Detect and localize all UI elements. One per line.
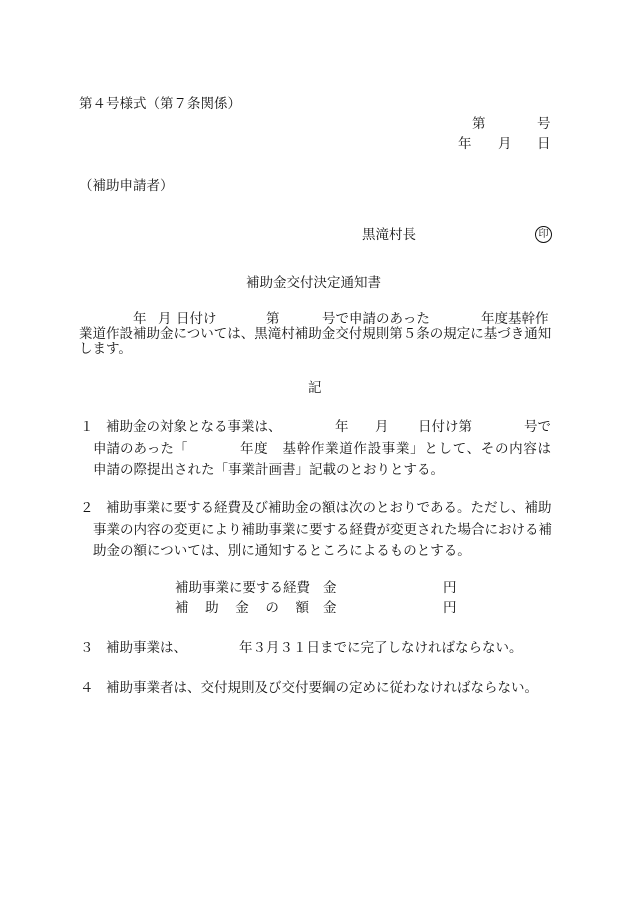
form-number: 第４号様式（第７条関係） [79, 96, 241, 112]
intro-line-2: 業道作設補助金については、黒滝村補助金交付規則第５条の規定に基づき通知 [79, 326, 552, 342]
item-2-line-1: 補助事業に要する経費及び補助金の額は次のとおりである。ただし、補助 [106, 500, 552, 516]
intro-dai-label: 第 [266, 311, 280, 327]
item-3-number: ３ [80, 640, 94, 656]
subsidy-kin-label: 金 [323, 600, 337, 616]
addressee: （補助申請者） [79, 178, 174, 194]
item-1-year-label: 年 [335, 419, 349, 435]
item-2-number: ２ [80, 500, 94, 516]
seal-mark: 印 [535, 226, 552, 243]
subsidy-yen-label: 円 [443, 600, 457, 616]
expense-kin-label: 金 [323, 580, 337, 596]
item-1-line-2-head: 申請のあった「 [93, 441, 188, 457]
subsidy-label: 補助金の額 [175, 600, 309, 616]
intro-go-text: 号で申請のあった [322, 311, 430, 327]
document-title: 補助金交付決定通知書 [246, 275, 381, 291]
item-1-go-label: 号で [524, 419, 551, 435]
doc-number-go: 号 [537, 116, 551, 132]
item-3-tail: 年３月３１日までに完了しなければならない。 [239, 640, 523, 656]
expense-label: 補助事業に要する経費 [175, 580, 310, 596]
item-1-line-3: 申請の際提出された「事業計画書」記載のとおりとする。 [93, 462, 444, 478]
item-1-number: １ [80, 419, 94, 435]
doc-number-dai: 第 [472, 116, 486, 132]
item-1-line-2-tail: 年度 基幹作業道作設事業」として、その内容は [240, 441, 551, 457]
item-1-month-label: 月 [375, 419, 389, 435]
date-day-label: 日 [537, 136, 551, 152]
item-1-line-1-head: 補助金の対象となる事業は、 [106, 419, 282, 435]
date-year-label: 年 [458, 136, 472, 152]
issuer-name: 黒滝村長 [362, 227, 416, 243]
date-month-label: 月 [498, 136, 512, 152]
ki-heading: 記 [308, 380, 322, 396]
item-3-head: 補助事業は、 [106, 640, 187, 656]
item-4-number: ４ [80, 680, 94, 696]
intro-date-label: 日付け [176, 311, 217, 327]
item-1-date-label: 日付け第 [418, 419, 472, 435]
intro-line-3: します。 [79, 341, 132, 357]
intro-month-label: 月 [158, 311, 172, 327]
item-2-line-3: 助金の額については、別に通知するところによるものとする。 [93, 543, 471, 559]
intro-nendo-text: 年度基幹作 [481, 311, 549, 327]
expense-yen-label: 円 [443, 580, 457, 596]
intro-year-label: 年 [133, 311, 147, 327]
item-4-text: 補助事業者は、交付規則及び交付要綱の定めに従わなければならない。 [106, 680, 538, 696]
item-2-line-2: 事業の内容の変更により補助事業に要する経費が変更された場合における補 [93, 522, 552, 538]
